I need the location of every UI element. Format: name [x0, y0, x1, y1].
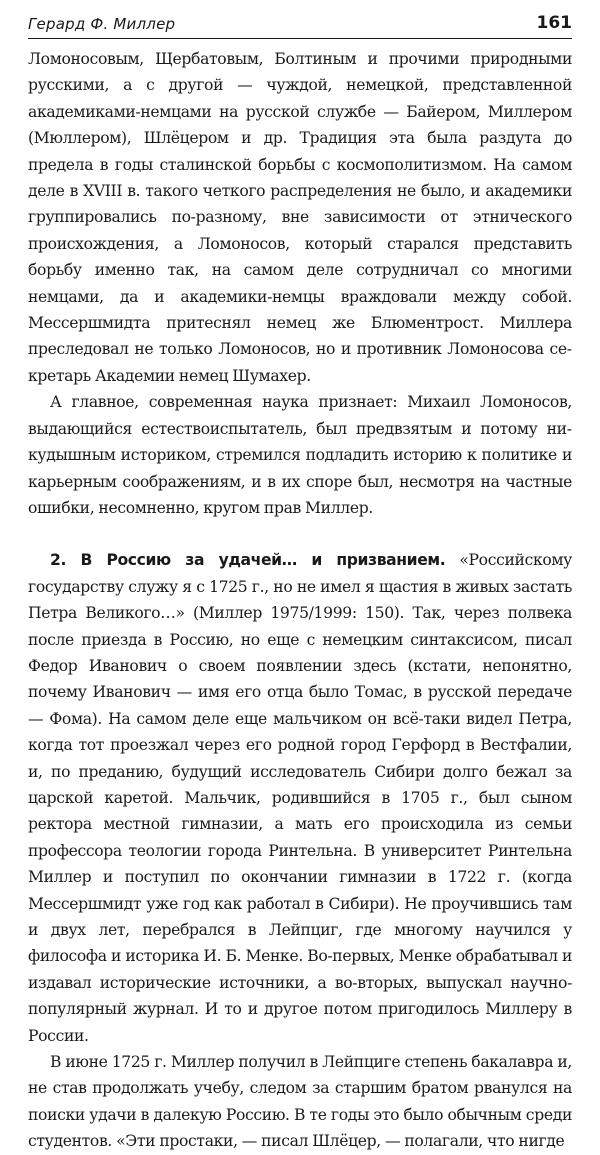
paragraph-1: Ломоносовым, Щербатовым, Болтиным и прочими природными русскими, а с другой — чуждой, немецкой, представленной академиками-немцами на русской службе — Байером, Миллером (Мюллером), Шлёцером и др. Традиция эта была раздута до предела в годы сталинской борьбы с космополитизмом. На самом деле в XVIII в. такого четкого распределения не было, и академики группировались по-разному, вне зависимости от этнического происхождения, а Ломоносов, который старался представить борьбу именно так, на самом деле сотрудничал со многими немцами, да и академики-немцы враждовали между собой. Мессершмидта притеснял немец же Блюментрост. Миллера преследовал не только Ломоносов, но и противник Ломоносова секретарь Академии немец Шумахер.: [28, 50, 572, 385]
book-page: [28, 0, 572, 1151]
body-text: [28, 46, 572, 1155]
paragraph-3: [28, 547, 572, 1049]
paragraph-3-text: «Российскому государству служу я с 1725 г., но не имел я щастия в живых застать Петра Великого…» (Миллер 1975/1999: 150). Так, через полвека после приезда в Россию, но еще с немецким синтаксисом, писал Федор Иванович о своем появлении здесь (кстати, непонятно, почему Иванович — имя его отца было Томас, в русской передаче — Фома). На самом деле еще мальчиком он всё-таки видел Петра, когда тот проезжал через его родной город Герфорд в Вестфалии, и, по преданию, будущий исследователь Сибири долго бежал за царской каретой. Мальчик, родившийся в 1705 г., был сыном ректора местной гимназии, а мать его происходила из семьи профессора теологии города Ринтельна. В университет Ринтельна Миллер и поступил по окончании гимназии в 1722 г. (когда Мессершмидт уже год как работал в Сибири). Не проучившись там и двух лет, перебрался в Лейпциг, где многому научился у философа и историка И. Б. Менке. Во-первых, Менке обрабатывал и издавал исторические источники, а во-вторых, выпускал научно-популярный журнал. И то и другое потом пригодилось Миллеру в России.: [28, 551, 572, 1045]
running-head-author: Герард Ф. Миллер: [28, 15, 176, 33]
running-header: [28, 14, 572, 39]
page-number: 161: [536, 13, 572, 33]
paragraph-2: А главное, современная наука признает: Михаил Ломоносов, выдающийся естествоиспытатель, был предвзятым и потому никудышным историком, стремился подладить историю к политике и карьерным соображениям, и в их споре был, несмотря на частные ошибки, несомненно, кругом прав Миллер.: [28, 393, 572, 517]
paragraph-4: В июне 1725 г. Миллер получил в Лейпциге степень бакалавра и, не став продолжать учебу, следом за старшим братом рванулся на поиски удачи в далекую Россию. В те годы это было обычным среди студентов. «Эти простаки, — писал Шлёцер, — полагали, что нигде: [28, 1053, 572, 1151]
section-title: 2. В Россию за удачей… и призванием.: [50, 551, 446, 570]
